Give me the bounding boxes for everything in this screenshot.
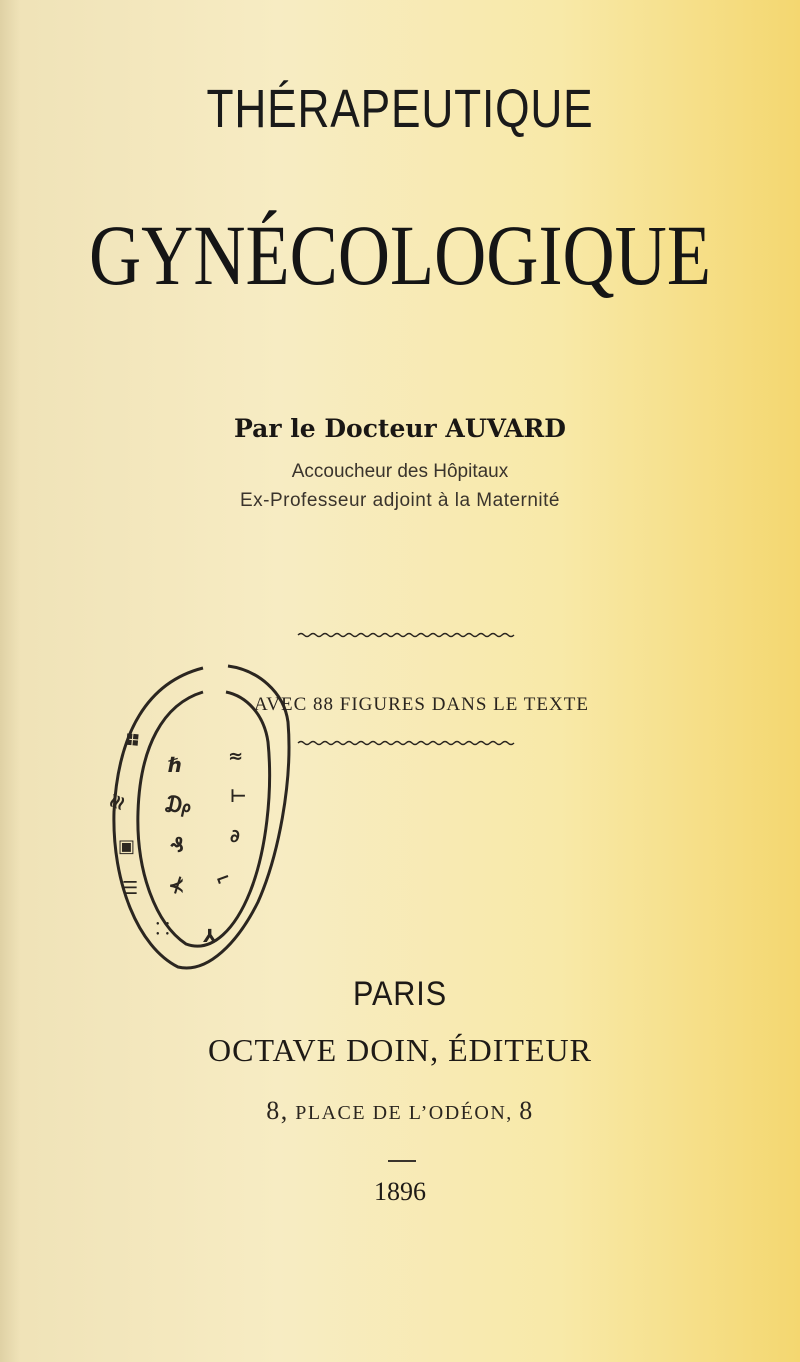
title-line-2: GYNÉCOLOGIQUE <box>89 207 711 303</box>
title-line-1: THÉRAPEUTIQUE <box>206 79 594 139</box>
separator-dash <box>388 1160 416 1162</box>
address-number-left: 8, <box>266 1096 289 1125</box>
svg-text:☰: ☰ <box>122 878 139 899</box>
address-number-right: 8 <box>519 1096 534 1125</box>
svg-text:≋: ≋ <box>102 789 131 814</box>
svg-text:⌐: ⌐ <box>212 866 234 892</box>
svg-text:₯: ₯ <box>163 793 194 818</box>
svg-text:⅄: ⅄ <box>203 926 217 947</box>
svg-text:₰: ₰ <box>170 833 184 857</box>
author-role-1: Accoucheur des Hôpitaux <box>291 461 509 482</box>
svg-text:⊀: ⊀ <box>168 873 185 897</box>
page-edge-shadow <box>0 0 20 1362</box>
author-line: Par le Docteur AUVARD <box>234 414 566 443</box>
publication-city: PARIS <box>352 975 448 1013</box>
svg-text:∂: ∂ <box>230 826 240 847</box>
svg-text:❖: ❖ <box>117 724 149 757</box>
figures-note: AVEC 88 FIGURES DANS LE TEXTE <box>254 694 589 715</box>
publication-year: 1896 <box>374 1177 426 1206</box>
svg-text:▣: ▣ <box>118 836 136 857</box>
svg-text:⊢: ⊢ <box>230 786 247 807</box>
wavy-rule-top <box>298 632 514 638</box>
svg-text:≈: ≈ <box>228 746 244 767</box>
author-role-2: Ex-Professeur adjoint à la Maternité <box>239 490 561 511</box>
publisher-name: OCTAVE DOIN, ÉDITEUR <box>208 1032 592 1068</box>
svg-text:ℏ: ℏ <box>168 753 183 777</box>
wavy-rule-bottom <box>298 740 514 746</box>
svg-text:⸬: ⸬ <box>156 919 170 938</box>
publisher-address <box>0 1096 800 1126</box>
address-street: PLACE DE L’ODÉON, <box>295 1102 513 1124</box>
